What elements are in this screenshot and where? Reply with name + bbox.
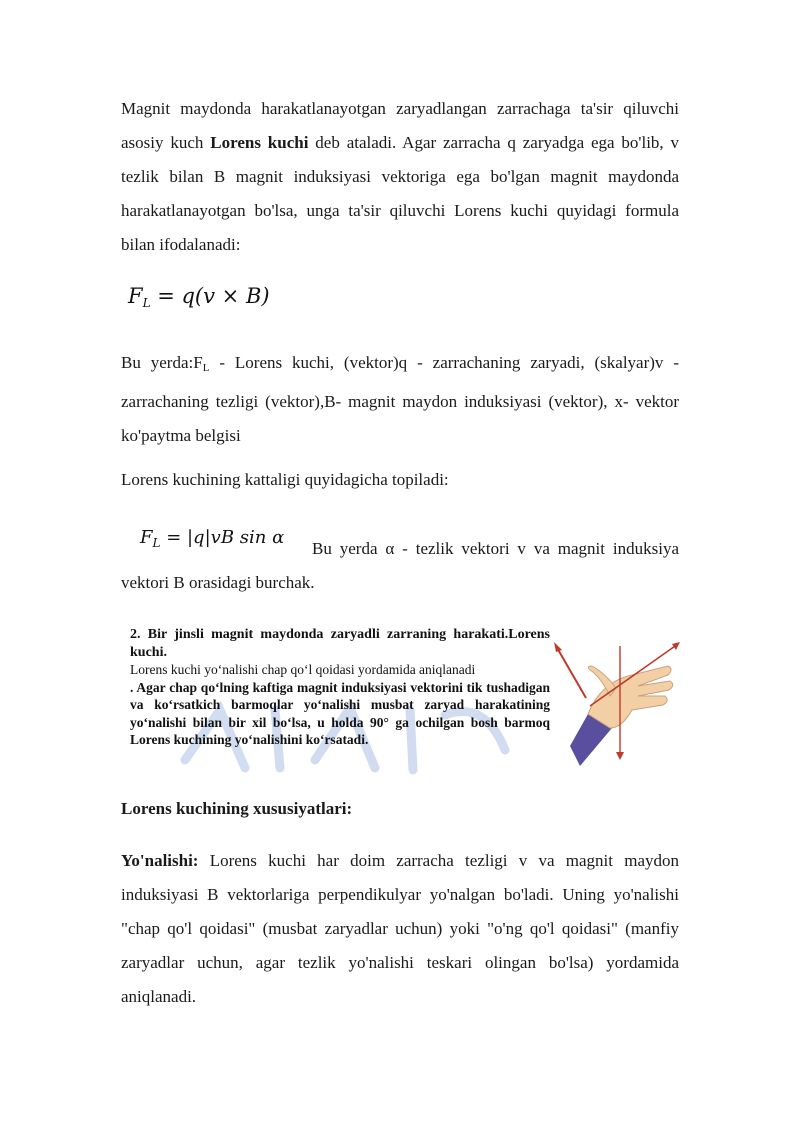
direction-label: Yo'nalishi: <box>121 851 199 870</box>
intro-paragraph <box>121 92 679 262</box>
alpha-paragraph: Bu yerda α - tezlik vektori v va magnit induksiya vektori B orasidagi burchak. <box>121 539 679 592</box>
magnitude-intro: Lorens kuchining kattaligi quyidagicha topiladi: <box>121 470 449 489</box>
properties-heading: Lorens kuchining xususiyatlari: <box>121 799 353 818</box>
lorens-kuchi-term: Lorens kuchi <box>210 133 309 152</box>
left-hand-illustration <box>550 636 682 766</box>
lorentz-formula-vector: $F_L = q(v \times B)$ <box>128 284 270 310</box>
figure-body: . Agar chap qo‘lning kaftiga magnit induksiyasi vektorini tik tushadigan va ko‘rsatkich barmoqlar yo‘nalishi musbat zaryad harakatining yo‘nalishi bilan bir xil bo‘lsa, u holda 90° ga ochilgan bosh barmoq Lorens kuchining yo‘nalishini ko‘rsatadi. <box>130 679 550 747</box>
intro-text-b: deb ataladi. Agar zarracha q zaryadga ega bo'lib, v tezlik bilan B magnit induksiyasi vektoriga ega bo'lgan magnit maydonda harakatlanayotgan bo'lsa, unga ta'sir qiluvchi Lorens kuchi quyidagi formula bilan ifodalanadi: <box>121 133 680 254</box>
left-hand-rule-figure <box>120 618 680 768</box>
intro-text-a: Magnit maydonda harakatlanayotgan zaryadlangan zarrachaga ta'sir qiluvchi asosiy kuch <box>121 99 679 152</box>
figure-caption <box>130 626 550 749</box>
lorentz-formula-magnitude: $F_L = |q|vB$ sin α <box>140 527 285 550</box>
direction-paragraph <box>121 844 679 1014</box>
direction-text: Lorens kuchi har doim zarracha tezligi v va magnit maydon induksiyasi B vektorlariga perpendikulyar yo'nalgan bo'ladi. Uning yo'nalishi "chap qo'l qoidasi" (musbat zaryadlar uchun) yoki "o'ng qo'l qoidasi" (manfiy zaryadlar uchun, agar tezlik yo'nalishi teskari olingan bo'lsa) yordamida aniqlanadi. <box>121 851 679 1006</box>
definitions-paragraph: Bu $yerda:F_L$ - Lorens kuchi, (vektor)q - zarrachaning zaryadi, (skalyar)v - zarrachaning tezligi (vektor),B- magnit maydon induksiyasi (vektor), x- vektor ko'paytma belgisi <box>121 353 679 445</box>
figure-subline: Lorens kuchi yo‘nalishi chap qo‘l qoidasi yordamida aniqlanadi <box>130 662 476 677</box>
figure-heading: 2. Bir jinsli magnit maydonda zaryadli zarraning harakati.Lorens kuchi. <box>130 627 550 660</box>
force-arrow <box>556 646 586 698</box>
